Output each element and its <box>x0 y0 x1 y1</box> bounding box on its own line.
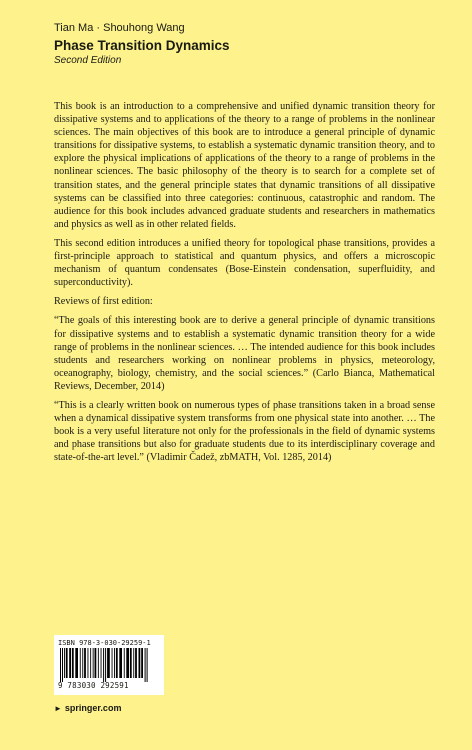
barcode-bar <box>82 648 83 678</box>
review-1: “The goals of this interesting book are to derive a general principle of dynamic transitions for dissipative systems and to establish a systematic dynamic transition theory for a wide range of problems in the nonlinear sciences. … The intended audience for this book includes students and researchers working on nonlinear problems in physics, meteorology, oceanography, biology, chemistry, and the social sciences.” (Carlo Bianca, Mathematical Reviews, December, 2014) <box>54 315 435 392</box>
barcode-bar <box>88 648 89 678</box>
barcode-bar <box>135 648 137 678</box>
barcode-digits: 9 783030 292591 <box>58 681 129 690</box>
barcode-bar <box>124 648 125 678</box>
barcode-bar <box>116 648 118 678</box>
barcode-bar <box>95 648 97 678</box>
review-2: “This is a clearly written book on numerous types of phase transitions taken in a broad sense when a dynamical dissipative system transforms from one physical state into another. … The book is a very useful literature not only for the professionals in the field of dynamic systems and phase transitions but also for graduate students due to its interdisciplinary coverage and state-of-the-art level.” (Vladimir Čadež, zbMATH, Vol. 1285, 2014) <box>54 399 435 464</box>
publisher-url: springer.com <box>64 703 122 713</box>
barcode-bar <box>126 648 129 678</box>
publisher-link[interactable] <box>54 703 121 713</box>
isbn-label: ISBN 978-3-030-29259-1 <box>58 639 151 647</box>
barcode-bar <box>119 648 122 678</box>
reviews-heading: Reviews of first edition: <box>54 296 153 308</box>
barcode-bar <box>62 648 63 682</box>
blurb <box>54 100 435 470</box>
barcode-bar <box>107 648 110 678</box>
barcode-bar <box>130 648 132 678</box>
barcode-bar <box>69 648 71 678</box>
barcode-bar <box>141 648 143 678</box>
barcode-bar <box>133 648 134 678</box>
barcode-bar <box>66 648 68 678</box>
barcode-bars <box>58 648 160 682</box>
arrow-icon: ► <box>54 703 62 713</box>
barcode-bar <box>105 648 106 682</box>
barcode-bar <box>139 648 141 678</box>
barcode-bar <box>60 648 61 682</box>
authors: Tian Ma · Shouhong Wang <box>54 22 185 34</box>
barcode-bar <box>147 648 148 682</box>
barcode-bar <box>84 648 86 678</box>
barcode-bar <box>101 648 102 678</box>
barcode-bar <box>114 648 115 678</box>
barcode-bar <box>80 648 81 678</box>
barcode-bar <box>103 648 104 682</box>
edition: Second Edition <box>54 55 122 66</box>
barcode-bar <box>64 648 65 678</box>
paragraph-second-edition: This second edition introduces a unified theory for topological phase transitions, provides a first-principle approach to statistical and quantum physics, and offers a microscopic mechanism of quantum condensates (Bose-Einstein condensation, superfluidity, and superconductivity). <box>54 237 435 289</box>
barcode-bar <box>75 648 78 678</box>
cover-header <box>54 22 230 67</box>
barcode-bar <box>93 648 94 678</box>
barcode-bar <box>112 648 113 678</box>
barcode-bar <box>90 648 91 678</box>
barcode-bar <box>145 648 146 682</box>
barcode-bar <box>72 648 74 678</box>
barcode-bar <box>98 648 99 678</box>
paragraph-intro: This book is an introduction to a comprehensive and unified dynamic transition theory for dissipative systems and to applications of the theory to a range of problems in the nonlinear sciences. The main objectives of this book are to introduce a general principle of dynamic transitions for dissipative systems, to establish a systematic dynamic transition theory, and to explore the physical implications of applications of the theory to a range of problems in the nonlinear sciences. The basic philosophy of the theory is to search for a complete set of transition states, and the general principle states that dynamic transitions of all dissipative systems can be classified into three categories: continuous, catastrophic and random. The audience for this book includes advanced graduate students and researchers in mathematics and physics as well as in other related fields. <box>54 101 435 230</box>
barcode <box>54 635 164 695</box>
book-title: Phase Transition Dynamics <box>54 38 230 53</box>
